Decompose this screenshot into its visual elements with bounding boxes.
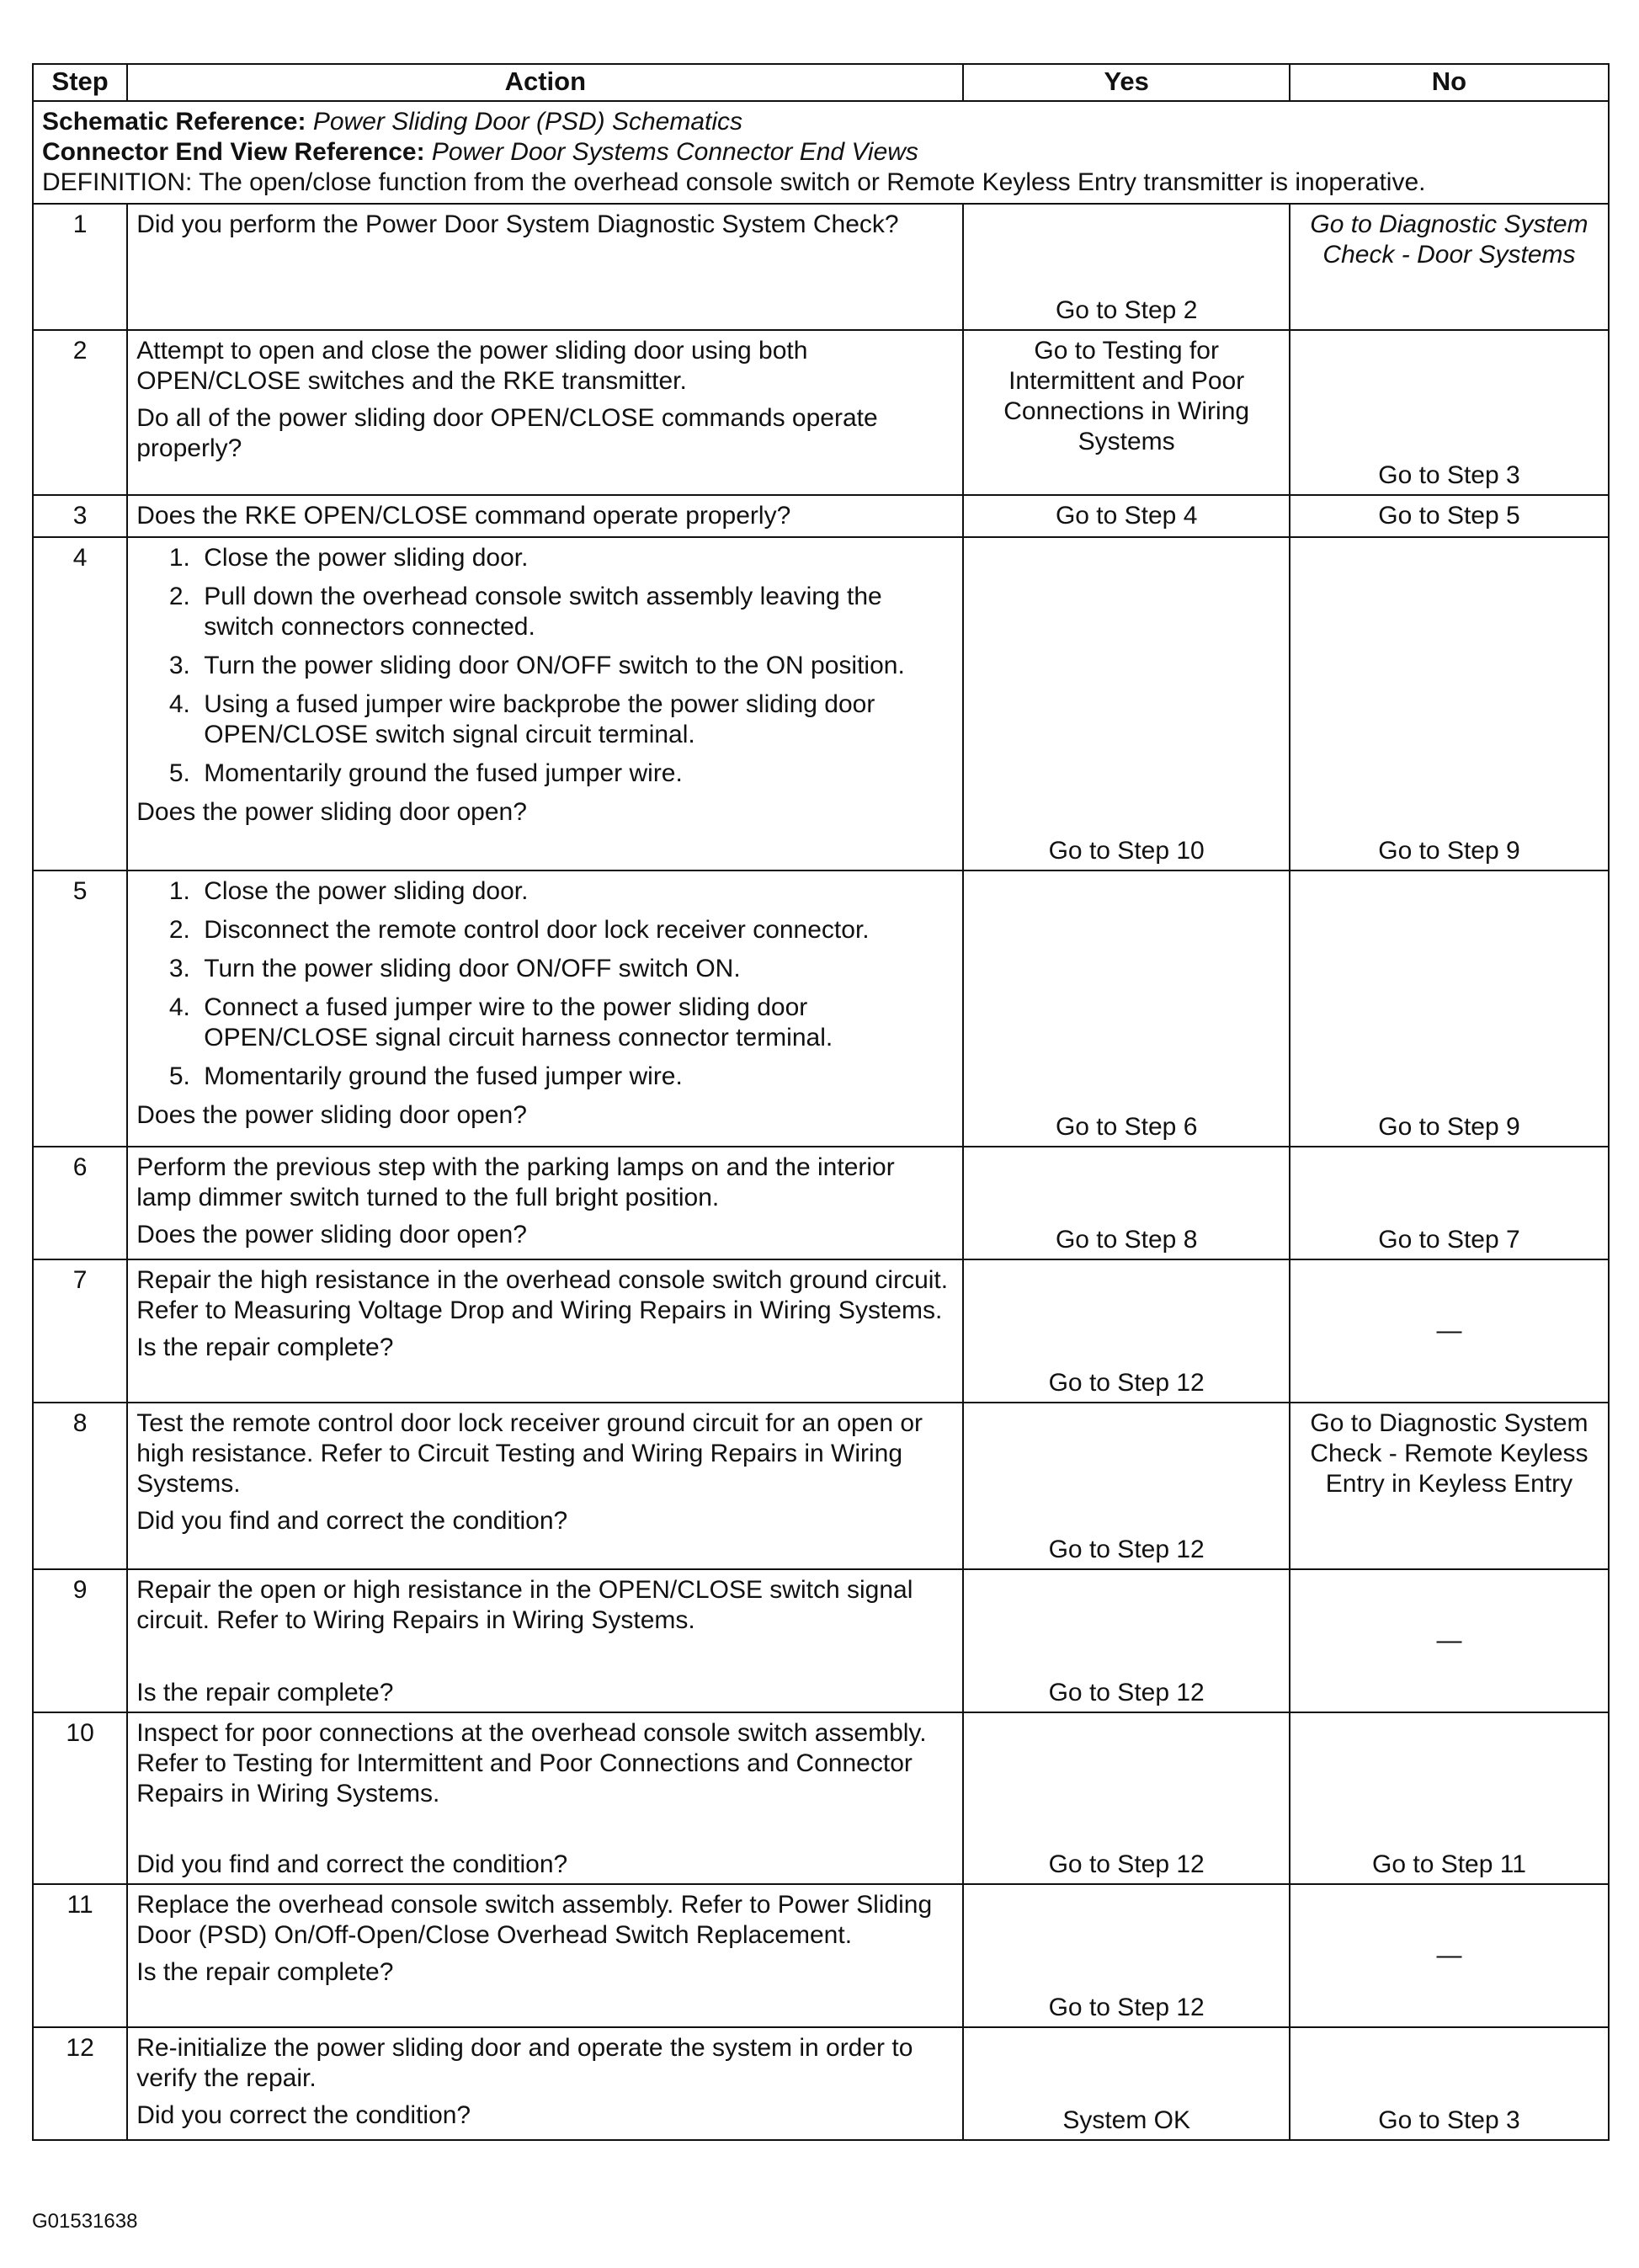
header-yes: Yes	[963, 64, 1290, 101]
no-cell: Go to Diagnostic System Check - Remote Keyless Entry in Keyless Entry	[1290, 1403, 1609, 1569]
list-item: 5. Momentarily ground the fused jumper wire.	[197, 759, 954, 789]
schematic-reference: Schematic Reference: Power Sliding Door (PSD) Schematics	[42, 108, 743, 136]
yes-cell: Go to Step 4	[963, 495, 1290, 537]
table-row	[33, 495, 1609, 537]
no-cell: Go to Step 9	[1290, 870, 1609, 1147]
yes-cell: Go to Step 2	[963, 204, 1290, 330]
table-row	[33, 870, 1609, 1147]
step-number: 7	[33, 1259, 127, 1403]
yes-cell: Go to Testing for Intermittent and Poor Connections in Wiring Systems	[963, 330, 1290, 495]
table-row	[33, 1403, 1609, 1569]
action-cell: Replace the overhead console switch assembly. Refer to Power Sliding Door (PSD) On/Off-Open/Close Overhead Switch Replacement. Is the repair complete?	[127, 1884, 963, 2027]
diagnostic-table	[32, 63, 1610, 2141]
figure-id: G01531638	[32, 2210, 138, 2233]
connector-reference: Connector End View Reference: Power Door Systems Connector End Views	[42, 138, 918, 166]
step-number: 5	[33, 870, 127, 1147]
step-number: 10	[33, 1712, 127, 1884]
list-item: 5. Momentarily ground the fused jumper wire.	[197, 1062, 954, 1092]
question: Does the power sliding door open?	[136, 798, 527, 826]
step-number: 2	[33, 330, 127, 495]
step-number: 11	[33, 1884, 127, 2027]
list-item: 4. Using a fused jumper wire backprobe the power sliding door OPEN/CLOSE switch signal circuit terminal.	[197, 689, 954, 750]
step-number: 1	[33, 204, 127, 330]
action-cell: Repair the high resistance in the overhead console switch ground circuit. Refer to Measuring Voltage Drop and Wiring Repairs in Wiring Systems. Is the repair complete?	[127, 1259, 963, 1403]
action-cell	[127, 870, 963, 1147]
definition: DEFINITION: The open/close function from the overhead console switch or Remote Keyless Entry transmitter is inoperative.	[42, 168, 1426, 196]
no-cell: Go to Step 3	[1290, 2027, 1609, 2140]
step-number: 9	[33, 1569, 127, 1712]
table-row	[33, 1712, 1609, 1884]
no-cell: —	[1290, 1259, 1609, 1403]
reference-row	[33, 101, 1609, 204]
no-cell: Go to Step 5	[1290, 495, 1609, 537]
action-cell: Did you perform the Power Door System Diagnostic System Check?	[127, 204, 963, 330]
action-cell: Perform the previous step with the parking lamps on and the interior lamp dimmer switch turned to the full bright position. Does the power sliding door open?	[127, 1147, 963, 1259]
header-step: Step	[33, 64, 127, 101]
no-cell: —	[1290, 1884, 1609, 2027]
yes-cell: Go to Step 12	[963, 1569, 1290, 1712]
table-row	[33, 537, 1609, 870]
step-number: 6	[33, 1147, 127, 1259]
action-cell	[127, 537, 963, 870]
list-item: 4. Connect a fused jumper wire to the power sliding door OPEN/CLOSE signal circuit harness connector terminal.	[197, 993, 954, 1053]
list-item: 1. Close the power sliding door.	[197, 543, 954, 573]
yes-cell: Go to Step 12	[963, 1712, 1290, 1884]
action-cell: Does the RKE OPEN/CLOSE command operate properly?	[127, 495, 963, 537]
yes-cell: Go to Step 12	[963, 1884, 1290, 2027]
yes-cell: System OK	[963, 2027, 1290, 2140]
yes-cell: Go to Step 12	[963, 1259, 1290, 1403]
list-item: 3. Turn the power sliding door ON/OFF switch ON.	[197, 954, 954, 984]
table-row	[33, 2027, 1609, 2140]
table-row	[33, 1259, 1609, 1403]
action-cell: Inspect for poor connections at the overhead console switch assembly. Refer to Testing for Intermittent and Poor Connections and Connector Repairs in Wiring Systems. Did you find and correct the condition?	[127, 1712, 963, 1884]
substep-list	[136, 543, 954, 789]
step-number: 3	[33, 495, 127, 537]
substep-list	[136, 876, 954, 1092]
header-no: No	[1290, 64, 1609, 101]
action-cell: Re-initialize the power sliding door and operate the system in order to verify the repair. Did you correct the condition?	[127, 2027, 963, 2140]
no-cell: Go to Step 11	[1290, 1712, 1609, 1884]
header-action: Action	[127, 64, 963, 101]
no-cell: Go to Step 7	[1290, 1147, 1609, 1259]
step-number: 12	[33, 2027, 127, 2140]
yes-cell: Go to Step 8	[963, 1147, 1290, 1259]
list-item: 2. Disconnect the remote control door lock receiver connector.	[197, 915, 954, 945]
table-row	[33, 330, 1609, 495]
yes-cell: Go to Step 10	[963, 537, 1290, 870]
no-cell: —	[1290, 1569, 1609, 1712]
list-item: 2. Pull down the overhead console switch assembly leaving the switch connectors connected.	[197, 582, 954, 642]
action-cell: Test the remote control door lock receiver ground circuit for an open or high resistance. Refer to Circuit Testing and Wiring Repairs in Wiring Systems. Did you find and correct the condition?	[127, 1403, 963, 1569]
yes-cell: Go to Step 6	[963, 870, 1290, 1147]
action-cell: Attempt to open and close the power sliding door using both OPEN/CLOSE switches and the RKE transmitter. Do all of the power sliding door OPEN/CLOSE commands operate properly?	[127, 330, 963, 495]
header-row	[33, 64, 1609, 101]
table-row	[33, 204, 1609, 330]
table-row	[33, 1147, 1609, 1259]
reference-cell	[33, 101, 1609, 204]
no-cell: Go to Step 9	[1290, 537, 1609, 870]
no-cell: Go to Step 3	[1290, 330, 1609, 495]
table-row	[33, 1569, 1609, 1712]
list-item: 3. Turn the power sliding door ON/OFF switch to the ON position.	[197, 651, 954, 681]
list-item: 1. Close the power sliding door.	[197, 876, 954, 907]
no-cell: Go to Diagnostic System Check - Door Systems	[1290, 204, 1609, 330]
action-cell: Repair the open or high resistance in the OPEN/CLOSE switch signal circuit. Refer to Wiring Repairs in Wiring Systems. Is the repair complete?	[127, 1569, 963, 1712]
step-number: 4	[33, 537, 127, 870]
question: Does the power sliding door open?	[136, 1101, 527, 1129]
table-row	[33, 1884, 1609, 2027]
step-number: 8	[33, 1403, 127, 1569]
yes-cell: Go to Step 12	[963, 1403, 1290, 1569]
